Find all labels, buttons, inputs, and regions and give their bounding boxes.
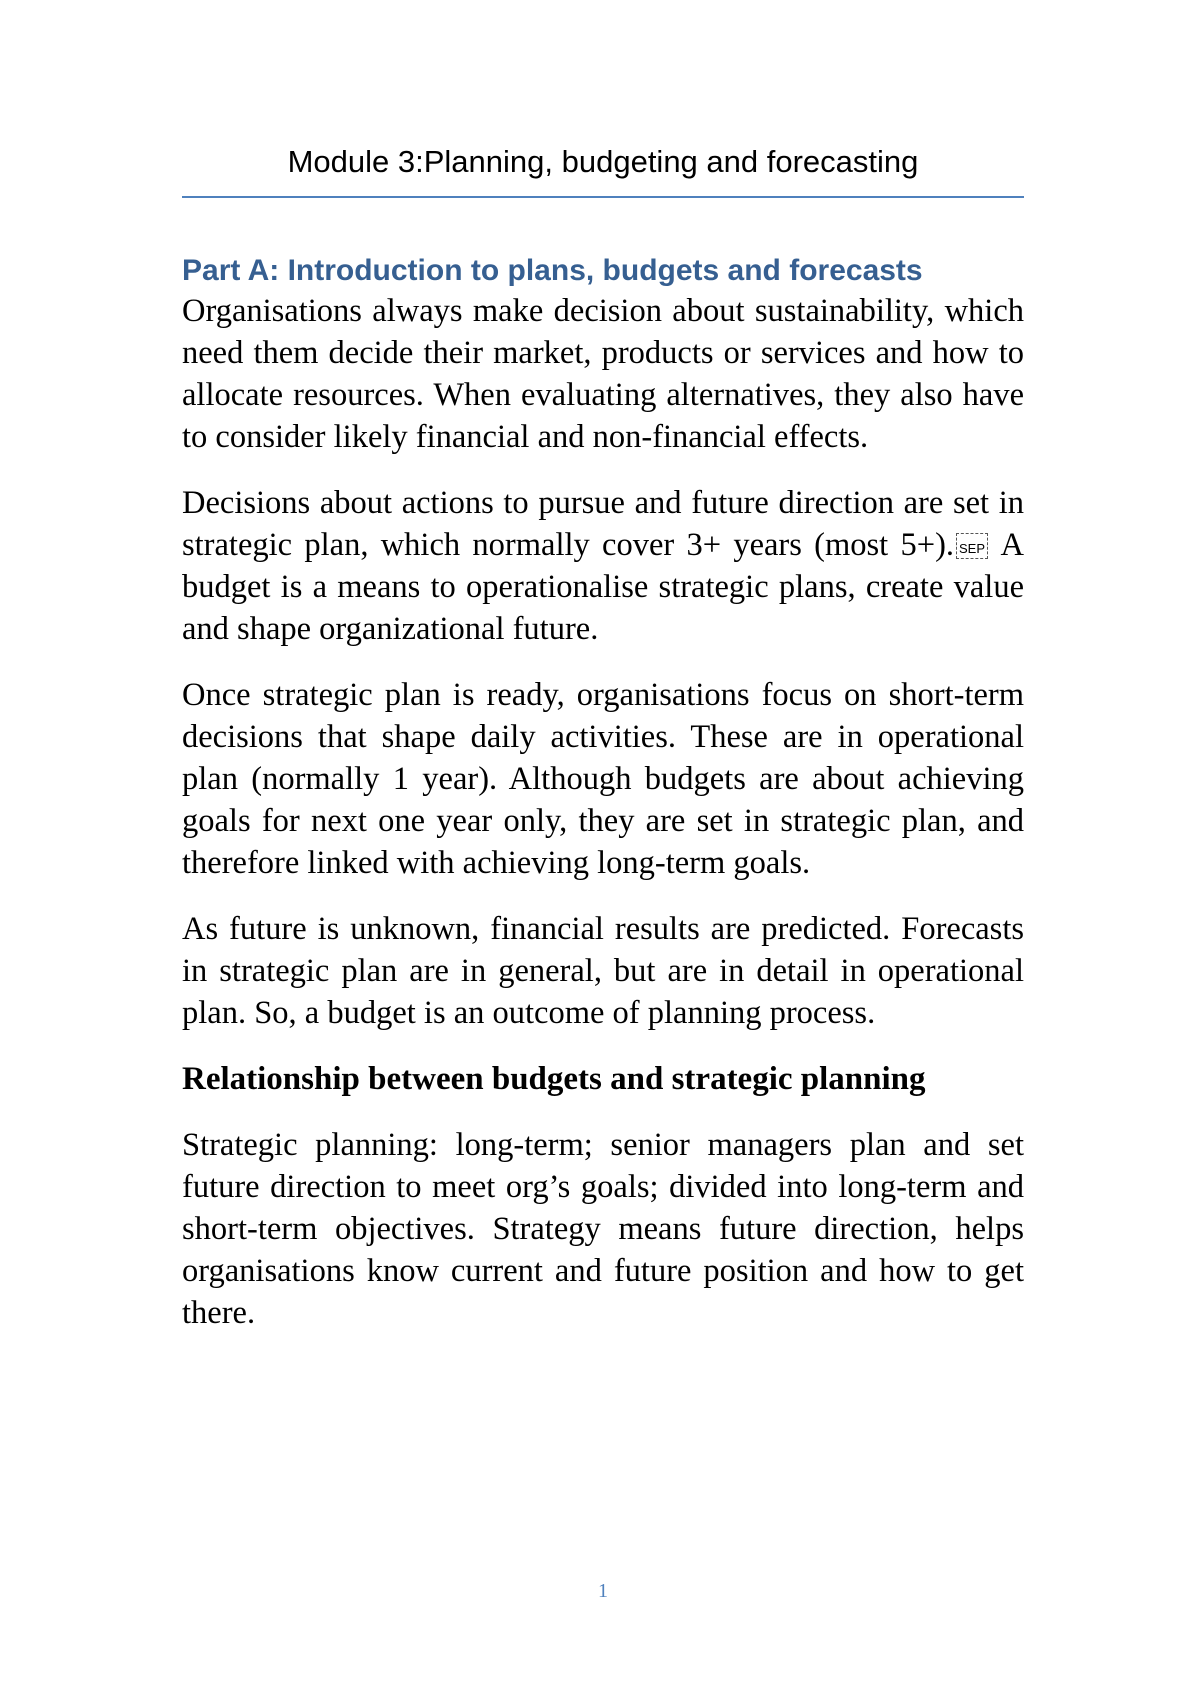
paragraph-strategic-plan-text-2: A budget is a means to operationalise strategic plans, create value and shape organizational future. [182, 527, 1024, 647]
page-number: 1 [598, 1580, 608, 1602]
part-a-heading: Part A: Introduction to plans, budgets and forecasts [182, 254, 923, 287]
separator-mark-icon: SEP [956, 533, 988, 559]
relationship-heading: Relationship between budgets and strategic planning [182, 1061, 926, 1097]
header-divider [182, 196, 1024, 198]
paragraph-strategic-plan-text-1: Decisions about actions to pursue and future direction are set in strategic plan, which normally cover 3+ years (most 5+). [182, 485, 1024, 563]
page-header-title: Module 3:Planning, budgeting and forecasting [287, 144, 919, 179]
paragraph-operational-plan: Once strategic plan is ready, organisations focus on short-term decisions that shape daily activities. These are in operational plan (normally 1 year). Although budgets are about achieving goals for next one year only, they are set in strategic plan, and therefore linked with achieving long-term goals. [182, 677, 1024, 881]
paragraph-strategic-planning: Strategic planning: long-term; senior managers plan and set future direction to meet org’s goals; divided into long-term and short-term objectives. Strategy means future direction, helps organisations know current and future position and how to get there. [182, 1127, 1024, 1331]
paragraph-forecasts: As future is unknown, financial results are predicted. Forecasts in strategic plan are in general, but are in detail in operational plan. So, a budget is an outcome of planning process. [182, 911, 1024, 1031]
page-body [182, 252, 1024, 1358]
paragraph-sustainability: Organisations always make decision about sustainability, which need them decide their market, products or services and how to allocate resources. When evaluating alternatives, they also have to consider likely financial and non-financial effects. [182, 293, 1024, 455]
paragraph-strategic-plan [182, 482, 1024, 650]
